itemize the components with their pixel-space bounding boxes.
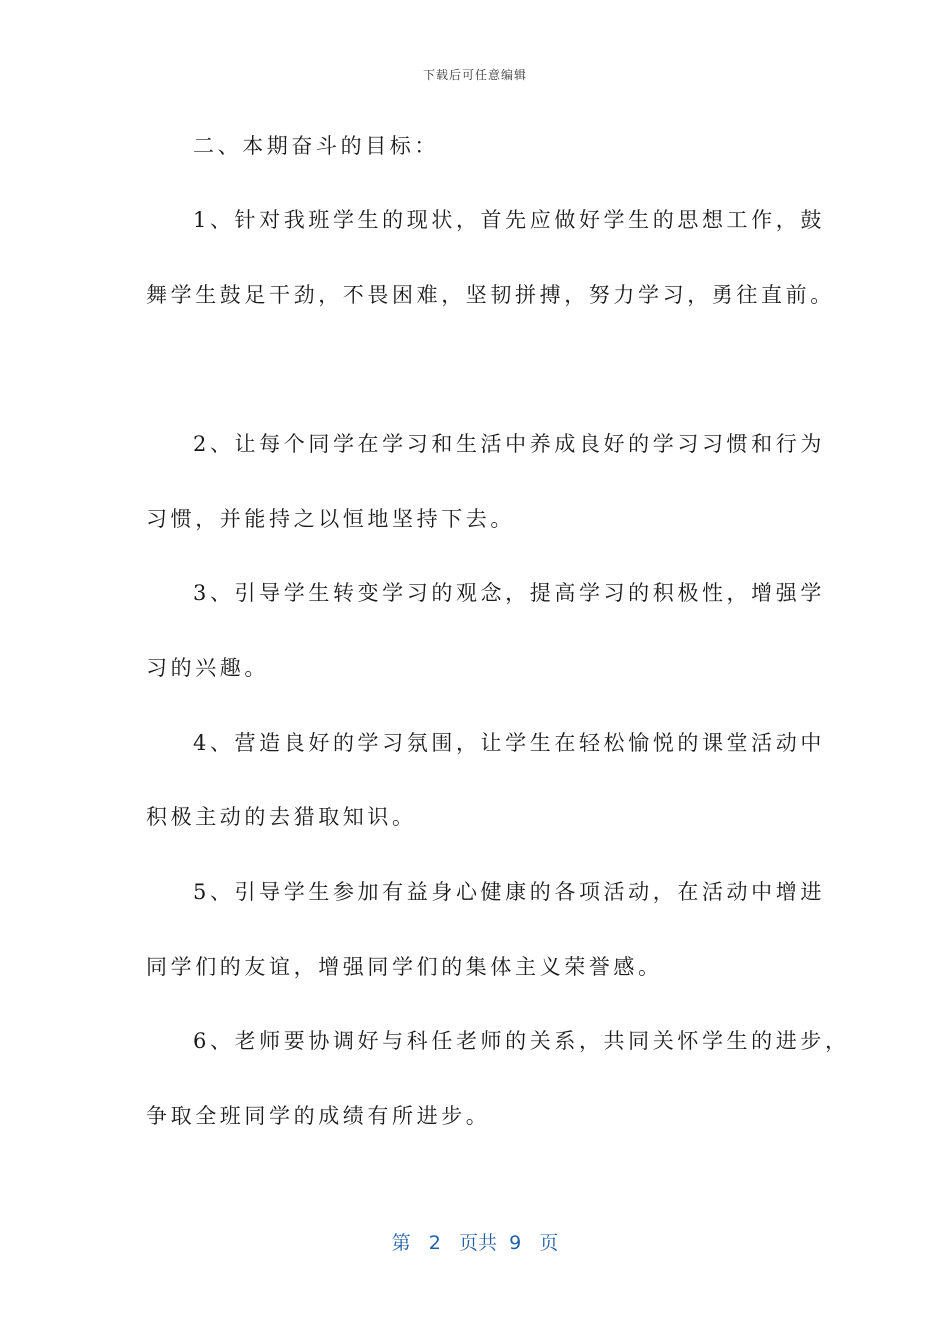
header-note: 下载后可任意编辑 xyxy=(422,68,527,82)
footer-prefix: 第 xyxy=(391,1232,411,1254)
footer-total-pages: 9 xyxy=(509,1232,522,1254)
paragraph-2-line-2: 习惯，并能持之以恒地坚持下去。 xyxy=(146,507,515,531)
section-heading: 二、本期奋斗的目标： xyxy=(193,134,439,158)
paragraph-3-line-2: 习的兴趣。 xyxy=(146,656,269,680)
paragraph-5-line-2: 同学们的友谊，增强同学们的集体主义荣誉感。 xyxy=(146,955,663,979)
paragraph-6-line-1: 6、老师要协调好与科任老师的关系，共同关怀学生的进步， xyxy=(193,1029,850,1053)
paragraph-5-line-1: 5、引导学生参加有益身心健康的各项活动，在活动中增进 xyxy=(193,880,825,904)
page-footer xyxy=(0,1228,950,1255)
paragraph-1-line-1: 1、针对我班学生的现状，首先应做好学生的思想工作，鼓 xyxy=(193,208,825,232)
paragraph-2-line-1: 2、让每个同学在学习和生活中养成良好的学习习惯和行为 xyxy=(193,432,825,456)
paragraph-3-line-1: 3、引导学生转变学习的观念，提高学习的积极性，增强学 xyxy=(193,581,825,605)
paragraph-6-line-2: 争取全班同学的成绩有所进步。 xyxy=(146,1104,491,1128)
footer-suffix: 页 xyxy=(539,1232,559,1254)
footer-middle: 页共 xyxy=(459,1232,498,1254)
paragraph-4-line-1: 4、营造良好的学习氛围，让学生在轻松愉悦的课堂活动中 xyxy=(193,731,825,755)
paragraph-1-line-2: 舞学生鼓足干劲，不畏困难，坚韧拼搏，努力学习，勇往直前。 xyxy=(146,283,835,307)
paragraph-4-line-2: 积极主动的去猎取知识。 xyxy=(146,805,417,829)
footer-page-number: 2 xyxy=(428,1232,441,1254)
